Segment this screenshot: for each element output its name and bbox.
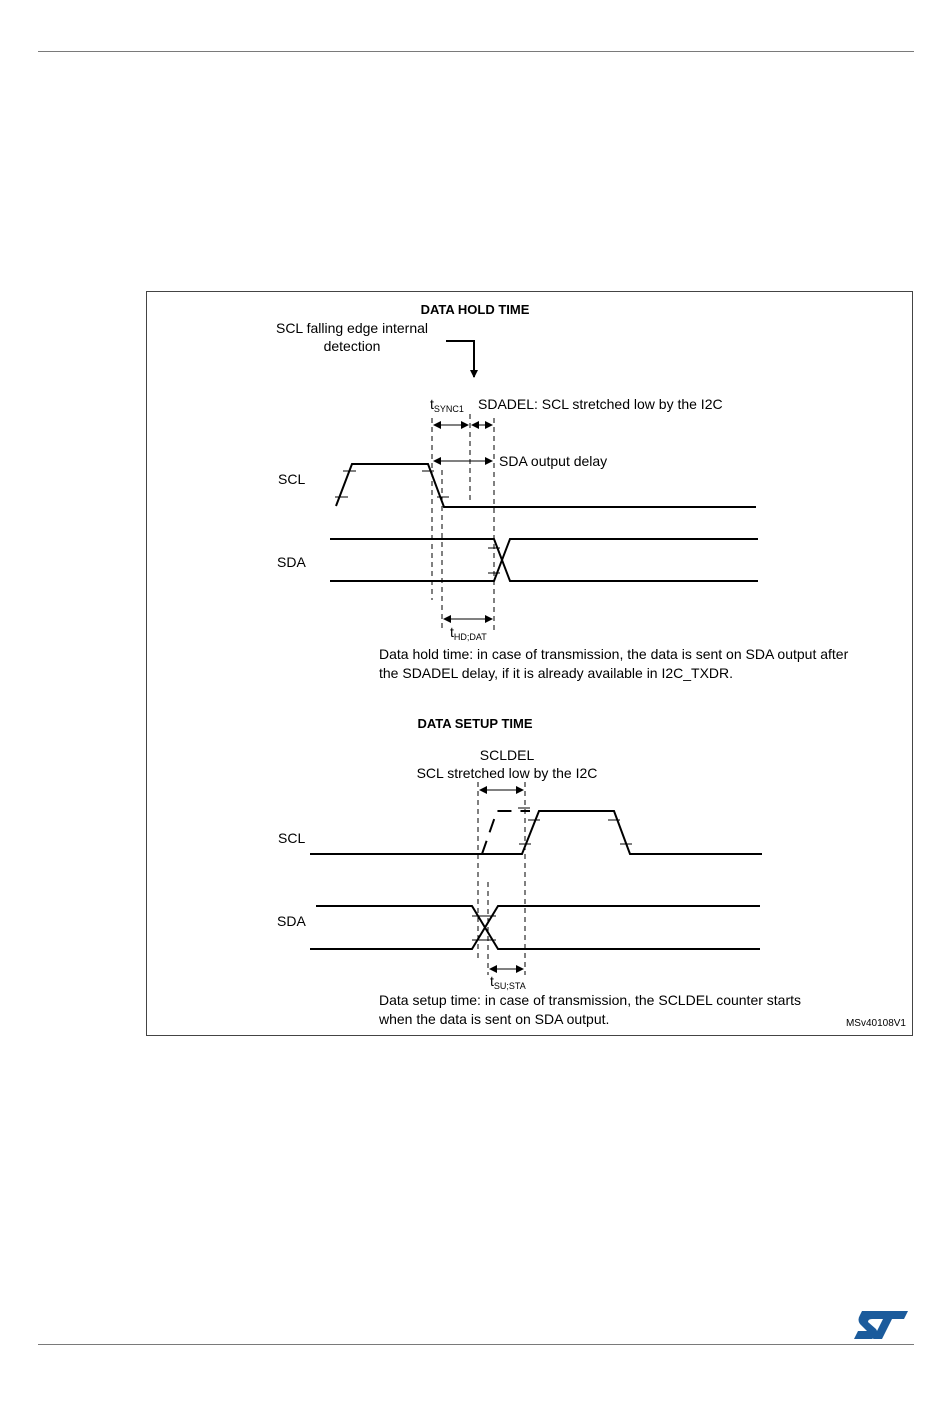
hold-sda-waveform-b [330, 539, 758, 581]
edge-note-line2: detection [323, 338, 381, 354]
setup-sda-waveform-a [316, 906, 760, 949]
st-logo [852, 1307, 910, 1341]
hold-scl-waveform [336, 464, 756, 507]
setup-sda-label: SDA [277, 913, 306, 929]
setup-caption-line1: Data setup time: in case of transmission, the SCLDEL counter starts [379, 992, 802, 1008]
setup-scl-label: SCL [278, 830, 306, 846]
setup-scl-dashed-edge [482, 811, 530, 854]
hold-caption-line2: the SDADEL delay, if it is already available in I2C_TXDR. [379, 665, 734, 681]
hold-title: DATA HOLD TIME [420, 302, 530, 317]
hold-section [276, 302, 849, 681]
setup-scl-waveform [310, 811, 762, 854]
figure-id: MSv40108V1 [845, 1018, 906, 1029]
tsu-sta-label: $t_{SU;STA}$ [490, 973, 526, 991]
setup-sda-waveform-b [310, 906, 760, 949]
edge-note-line1: SCL falling edge internal [275, 320, 429, 336]
hold-sda-label: SDA [277, 554, 306, 570]
thd-dat-label: $t_{HD;DAT}$ [450, 624, 487, 642]
hold-scl-label: SCL [278, 471, 306, 487]
sdadel-label: SDADEL: SCL stretched low by the I2C [478, 396, 723, 412]
sda-delay-label: SDA output delay [499, 453, 608, 469]
scldel-label: SCLDEL [479, 747, 535, 763]
tsync-label: $t_{SYNC1}$ [430, 396, 464, 414]
setup-section [277, 716, 801, 1027]
setup-caption-line2: when the data is sent on SDA output. [379, 1011, 610, 1027]
stretch-label: SCL stretched low by the I2C [416, 765, 598, 781]
hold-sda-waveform-a [330, 539, 758, 581]
setup-title: DATA SETUP TIME [417, 716, 533, 731]
edge-detection-arrow [446, 341, 474, 377]
hold-caption-line1: Data hold time: in case of transmission, the data is sent on SDA output after [379, 646, 849, 662]
